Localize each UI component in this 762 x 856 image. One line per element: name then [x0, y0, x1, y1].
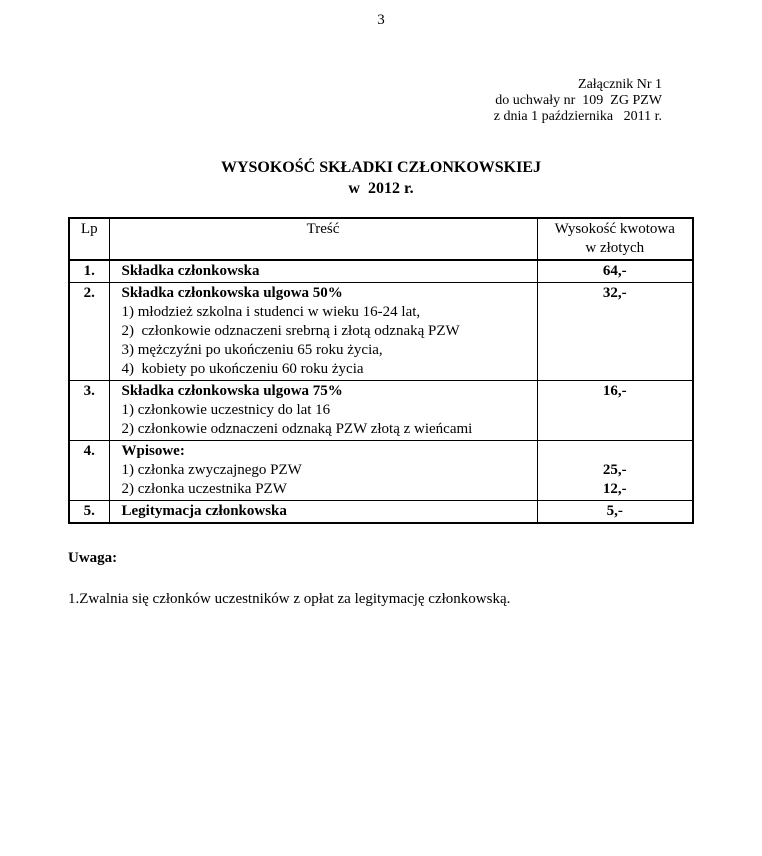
col-header-amount-line-1: Wysokość kwotowa [554, 221, 675, 237]
row-4-amount-spacer [538, 442, 693, 461]
row-2-title: Składka członkowska ulgowa 50% [121, 285, 343, 301]
row-2-number: 2. [69, 283, 109, 381]
row-1-tresc [109, 260, 537, 283]
table-row-1 [69, 260, 693, 283]
row-4-title: Wpisowe: [121, 443, 185, 459]
title-line-1: WYSOKOŚĆ SKŁADKI CZŁONKOWSKIEJ [220, 159, 542, 176]
document-title [0, 157, 762, 199]
row-5-title: Legitymacja członkowska [121, 503, 287, 519]
row-3-amount [537, 381, 693, 441]
row-2-item-1: 1) młodzież szkolna i studenci w wieku 16-24 lat, [121, 304, 421, 320]
table-header-row [69, 218, 693, 260]
row-2-amount-value: 32,- [602, 285, 627, 301]
fees-table [68, 217, 694, 524]
attachment-line-1: Załącznik Nr 1 [578, 77, 662, 92]
row-2-tresc [109, 283, 537, 381]
row-3-item-2: 2) członkowie odznaczeni odznaką PZW złotą z wieńcami [121, 421, 473, 437]
row-4-amount-value-1: 25,- [602, 462, 627, 478]
row-4-tresc [109, 441, 537, 501]
table-row-3 [69, 381, 693, 441]
row-4-amount [537, 441, 693, 501]
row-5-number: 5. [69, 501, 109, 524]
row-4-amount-value-2: 12,- [602, 481, 627, 497]
row-4-item-2: 2) członka uczestnika PZW [121, 481, 287, 497]
row-2-item-3: 3) mężczyźni po ukończeniu 65 roku życia, [121, 342, 383, 358]
row-3-title: Składka członkowska ulgowa 75% [121, 383, 343, 399]
uwaga-heading: Uwaga: [68, 550, 118, 566]
page-number: 3 [377, 12, 385, 28]
attachment-line-2: do uchwały nr 109 ZG PZW [495, 93, 662, 108]
row-3-number: 3. [69, 381, 109, 441]
table-row-5 [69, 501, 693, 524]
table-row-4 [69, 441, 693, 501]
row-5-amount-value: 5,- [606, 503, 623, 519]
row-1-amount [537, 260, 693, 283]
row-3-item-1: 1) członkowie uczestnicy do lat 16 [121, 402, 331, 418]
col-header-amount [537, 218, 693, 260]
footnote: 1.Zwalnia się członków uczestników z opłat za legitymację członkowską. [68, 591, 511, 607]
col-header-tresc: Treść [109, 218, 537, 260]
attachment-line-3: z dnia 1 października 2011 r. [493, 109, 662, 124]
row-5-amount [537, 501, 693, 524]
row-4-number: 4. [69, 441, 109, 501]
row-1-title: Składka członkowska [121, 263, 260, 279]
row-3-amount-value: 16,- [602, 383, 627, 399]
row-5-tresc [109, 501, 537, 524]
row-2-item-4: 4) kobiety po ukończeniu 60 roku życia [121, 361, 364, 377]
table-row-2 [69, 283, 693, 381]
title-line-2: w 2012 r. [348, 180, 414, 197]
row-3-tresc [109, 381, 537, 441]
row-4-item-1: 1) członka zwyczajnego PZW [121, 462, 302, 478]
row-1-amount-value: 64,- [602, 263, 627, 279]
col-header-lp: Lp [69, 218, 109, 260]
row-1-number: 1. [69, 260, 109, 283]
attachment-reference [0, 77, 762, 125]
col-header-amount-line-2: w złotych [585, 240, 645, 256]
row-2-amount [537, 283, 693, 381]
row-2-item-2: 2) członkowie odznaczeni srebrną i złotą odznaką PZW [121, 323, 460, 339]
